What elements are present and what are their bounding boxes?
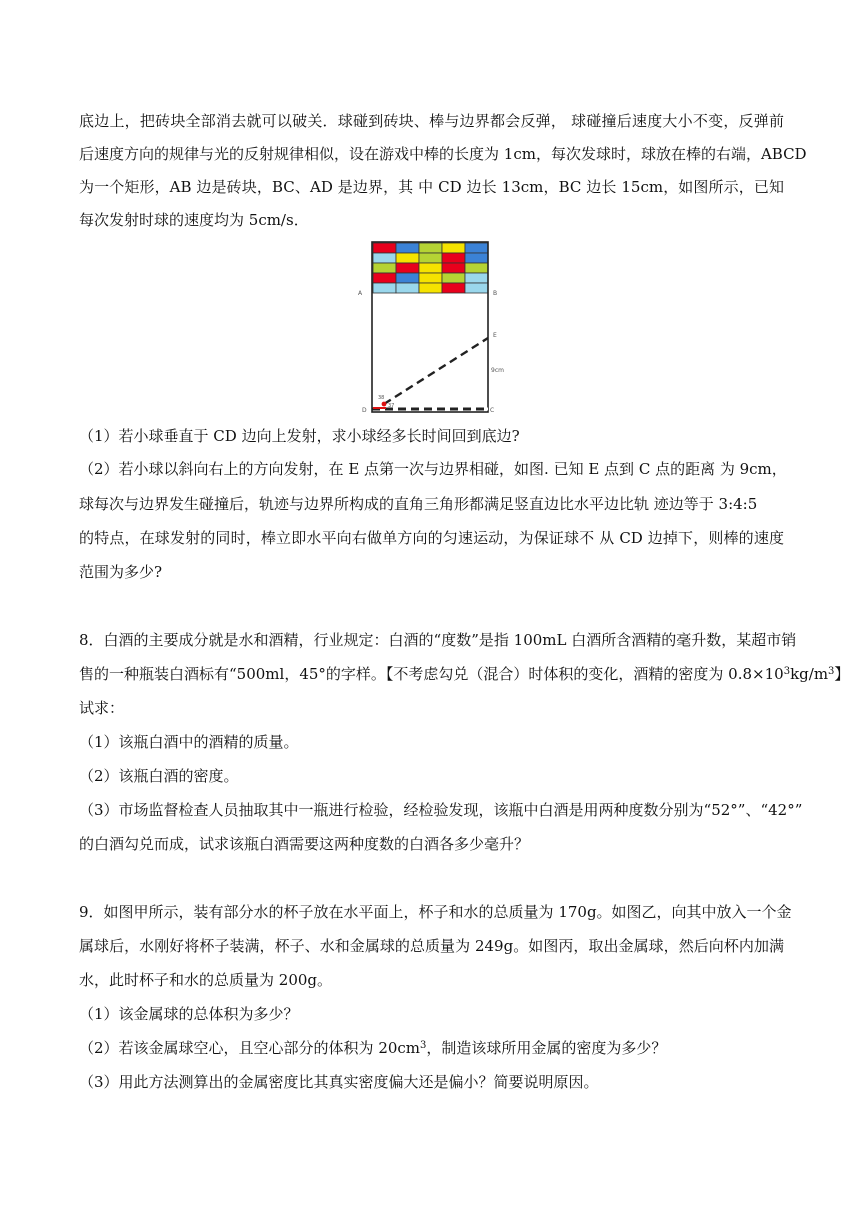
p8-question-3-line-1: （3）市场监督检查人员抽取其中一瓶进行检验，经检验发现，该瓶中白酒是用两种度数分别为“52°”、“42°” bbox=[79, 801, 803, 819]
brick bbox=[442, 283, 465, 293]
p7-question-2-line-2: 球每次与边界发生碰撞后，轨迹与边界所构成的直角三角形都满足竖直边比水平边比轨 迹边等于 3:4:5 bbox=[79, 495, 758, 513]
p7-question-1: （1）若小球垂直于 CD 边向上发射，求小球经多长时间回到底边? bbox=[79, 427, 520, 445]
p9-exponent: 3 bbox=[420, 1040, 427, 1051]
label-e: E bbox=[493, 332, 497, 339]
brick bbox=[396, 253, 419, 263]
p8-exponent-2: 3 bbox=[828, 666, 835, 677]
p7-intro-line-1: 底边上，把砖块全部消去就可以破关．球碰到砖块、棒与边界都会反弹， 球碰撞后速度大小不变，反弹前 bbox=[79, 112, 784, 130]
label-bat: 37 bbox=[388, 403, 395, 409]
brick bbox=[442, 253, 465, 263]
brick bbox=[465, 273, 488, 283]
brick-grid bbox=[373, 243, 488, 293]
p9-line-2: 属球后，水刚好将杯子装满，杯子、水和金属球的总质量为 249g。如图丙，取出金属球，然后向杯内加满 bbox=[79, 937, 784, 955]
p8-line-1: 8．白酒的主要成分就是水和酒精，行业规定：白酒的“度数”是指 100mL 白酒所含酒精的毫升数，某超市销 bbox=[79, 631, 797, 649]
p9-line-3: 水，此时杯子和水的总质量为 200g。 bbox=[79, 971, 333, 989]
p8-line-2 bbox=[79, 663, 850, 685]
brick bbox=[442, 263, 465, 273]
brick bbox=[396, 263, 419, 273]
p7-intro-line-4: 每次发射时球的速度均为 5cm/s． bbox=[79, 211, 309, 229]
brick bbox=[442, 243, 465, 253]
ball-trajectory bbox=[384, 338, 488, 404]
brick bbox=[419, 243, 442, 253]
brick bbox=[419, 273, 442, 283]
p7-question-2-line-3: 的特点，在球发射的同时，棒立即水平向右做单方向的匀速运动，为保证球不 从 CD 边掉下，则棒的速度 bbox=[79, 529, 784, 547]
p7-intro-line-3: 为一个矩形，AB 边是砖块，BC、AD 是边界，其 中 CD 边长 13cm，BC 边长 15cm，如图所示，已知 bbox=[79, 178, 784, 196]
label-b: B bbox=[493, 290, 498, 297]
p7-intro-line-2: 后速度方向的规律与光的反射规律相似，设在游戏中棒的长度为 1cm，每次发球时，球放在棒的右端，ABCD bbox=[79, 145, 807, 163]
brick bbox=[373, 283, 396, 293]
brick bbox=[419, 253, 442, 263]
label-c: C bbox=[490, 407, 495, 414]
breakout-diagram bbox=[340, 238, 516, 416]
ball bbox=[382, 402, 387, 407]
label-ball: 38 bbox=[378, 395, 385, 401]
brick bbox=[373, 243, 396, 253]
p8-unit: kg/m bbox=[790, 665, 829, 683]
p7-question-2-line-1: （2）若小球以斜向右上的方向发射，在 E 点第一次与边界相碰，如图. 已知 E 点到 C 点的距离 为 9cm， bbox=[79, 460, 787, 478]
p8-question-2: （2）该瓶白酒的密度。 bbox=[79, 767, 239, 785]
p8-line-3: 试求： bbox=[79, 699, 125, 717]
brick bbox=[419, 283, 442, 293]
brick bbox=[396, 283, 419, 293]
brick bbox=[465, 263, 488, 273]
p8-question-1: （1）该瓶白酒中的酒精的质量。 bbox=[79, 733, 299, 751]
p9-question-2-text: （2）若该金属球空心，且空心部分的体积为 20cm bbox=[79, 1039, 421, 1057]
p8-exponent-1: 3 bbox=[783, 666, 791, 677]
p9-line-1: 9．如图甲所示，装有部分水的杯子放在水平面上，杯子和水的总质量为 170g。如图乙，向其中放入一个金 bbox=[79, 903, 792, 921]
label-a: A bbox=[358, 290, 363, 297]
p9-question-2 bbox=[79, 1037, 784, 1059]
brick bbox=[465, 243, 488, 253]
brick bbox=[373, 263, 396, 273]
brick bbox=[373, 253, 396, 263]
p9-question-3: （3）用此方法测算出的金属密度比其真实密度偏大还是偏小？简要说明原因。 bbox=[79, 1073, 599, 1091]
label-9cm: 9cm bbox=[491, 367, 504, 374]
breakout-figure bbox=[340, 238, 516, 416]
brick bbox=[396, 273, 419, 283]
p9-question-2-tail: ，制造该球所用金属的密度为多少？ bbox=[426, 1039, 667, 1057]
p7-question-2-line-4: 范围为多少? bbox=[79, 563, 163, 581]
brick bbox=[442, 273, 465, 283]
p9-question-1: （1）该金属球的总体积为多少？ bbox=[79, 1005, 299, 1023]
p8-bracket-close: 】 bbox=[834, 665, 850, 683]
brick bbox=[419, 263, 442, 273]
brick bbox=[373, 273, 396, 283]
label-d: D bbox=[362, 407, 367, 414]
p8-question-3-line-2: 的白酒勾兑而成，试求该瓶白酒需要这两种度数的白酒各多少毫升？ bbox=[79, 835, 530, 853]
brick bbox=[465, 283, 488, 293]
brick bbox=[465, 253, 488, 263]
p8-line-2-text: 售的一种瓶装白酒标有“500ml，45°的字样。【不考虑勾兑（混合）时体积的变化，酒精的密度为 0.8×10 bbox=[79, 665, 784, 683]
brick bbox=[396, 243, 419, 253]
